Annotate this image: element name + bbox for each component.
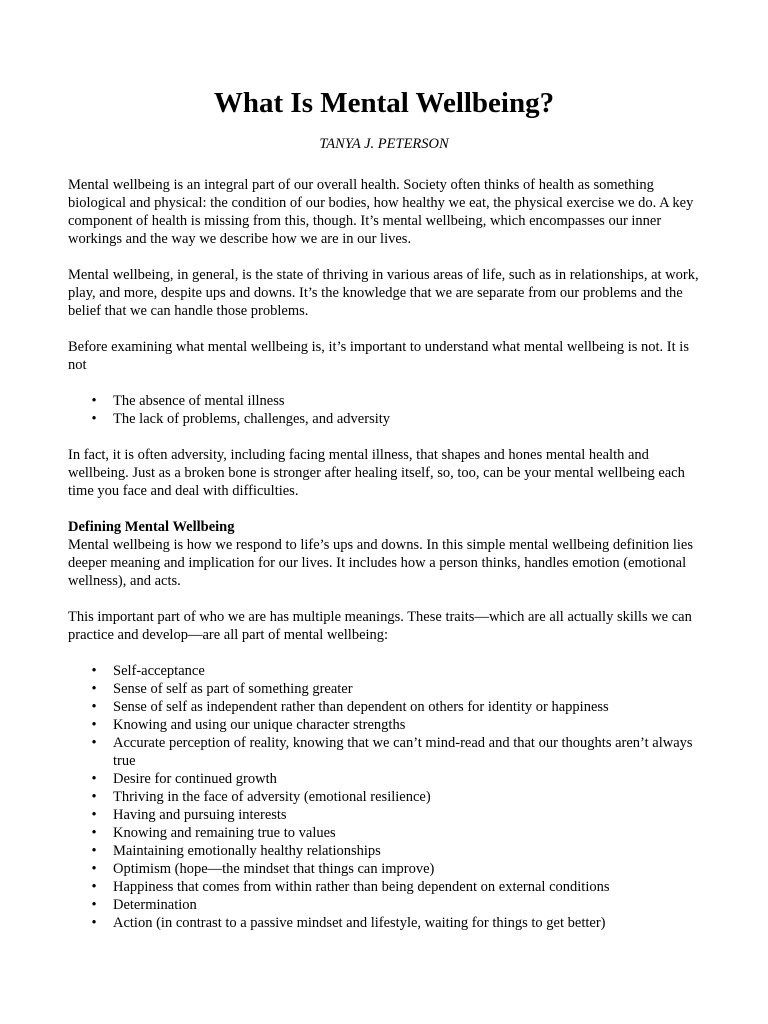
list-item xyxy=(68,392,700,410)
bullet-icon: • xyxy=(91,663,97,679)
bullet-icon: • xyxy=(91,825,97,841)
list-item-text: Accurate perception of reality, knowing that we can’t mind-read and that our thoughts aren’t always true xyxy=(113,735,693,769)
document-author: TANYA J. PETERSON xyxy=(319,136,449,152)
list-item xyxy=(68,896,700,914)
list-item xyxy=(68,824,700,842)
list-item-text: Desire for continued growth xyxy=(113,771,277,787)
list-item xyxy=(68,806,700,824)
bullet-icon: • xyxy=(91,699,97,715)
list-item-text: Knowing and remaining true to values xyxy=(113,825,336,841)
list-item-text: Knowing and using our unique character strengths xyxy=(113,717,406,733)
bullet-icon: • xyxy=(91,717,97,733)
list-item-text: Sense of self as part of something greater xyxy=(113,681,353,697)
paragraph-adversity: In fact, it is often adversity, including facing mental illness, that shapes and hones mental health and wellbeing. Just as a broken bone is stronger after healing itself, so, too, can be your mental wellbeing each time you face and deal with difficulties. xyxy=(68,447,685,499)
list-item-text: Action (in contrast to a passive mindset and lifestyle, waiting for things to get better) xyxy=(113,915,606,931)
list-item xyxy=(68,842,700,860)
list-item xyxy=(68,734,700,770)
paragraph-defining: Mental wellbeing is how we respond to life’s ups and downs. In this simple mental wellbeing definition lies deeper meaning and implication for our lives. It includes how a person thinks, handles emotion (emotional wellness), and acts. xyxy=(68,537,694,589)
bullet-icon: • xyxy=(91,915,97,931)
bullet-icon: • xyxy=(91,393,97,409)
bullet-icon: • xyxy=(91,861,97,877)
list-item xyxy=(68,716,700,734)
not-list xyxy=(68,392,700,428)
list-item xyxy=(68,878,700,896)
list-item xyxy=(68,770,700,788)
bullet-icon: • xyxy=(91,681,97,697)
paragraph-definition-general: Mental wellbeing, in general, is the state of thriving in various areas of life, such as in relationships, at work, play, and more, despite ups and downs. It’s the knowledge that we are separate from our problems and the belief that we can handle those problems. xyxy=(68,267,699,319)
list-item-text: Optimism (hope—the mindset that things can improve) xyxy=(113,861,435,877)
list-item-text: Determination xyxy=(113,897,197,913)
bullet-icon: • xyxy=(91,771,97,787)
list-item xyxy=(68,788,700,806)
list-item-text: Maintaining emotionally healthy relationships xyxy=(113,843,381,859)
list-item-text: Self-acceptance xyxy=(113,663,205,679)
list-item xyxy=(68,662,700,680)
paragraph-what-it-is-not: Before examining what mental wellbeing is, it’s important to understand what mental wellbeing is not. It is not xyxy=(68,339,689,373)
list-item xyxy=(68,860,700,878)
bullet-icon: • xyxy=(91,411,97,427)
list-item-text: Having and pursuing interests xyxy=(113,807,287,823)
bullet-icon: • xyxy=(91,735,97,751)
section-heading: Defining Mental Wellbeing xyxy=(68,519,235,535)
list-item-text: Happiness that comes from within rather than being dependent on external conditions xyxy=(113,879,610,895)
list-item-text: The lack of problems, challenges, and adversity xyxy=(113,411,391,427)
list-item-text: The absence of mental illness xyxy=(113,393,285,409)
bullet-icon: • xyxy=(91,843,97,859)
list-item-text: Sense of self as independent rather than dependent on others for identity or happiness xyxy=(113,699,609,715)
list-item xyxy=(68,680,700,698)
paragraph-intro: Mental wellbeing is an integral part of our overall health. Society often thinks of health as something biological and physical: the condition of our bodies, how healthy we eat, the physical exercise we do. A key component of health is missing from this, though. It’s mental wellbeing, which encompasses our inner workings and the way we describe how we are in our lives. xyxy=(68,177,694,247)
paragraph-traits-intro: This important part of who we are has multiple meanings. These traits—which are all actually skills we can practice and develop—are all part of mental wellbeing: xyxy=(68,609,692,643)
bullet-icon: • xyxy=(91,879,97,895)
list-item xyxy=(68,698,700,716)
bullet-icon: • xyxy=(91,897,97,913)
document-title: What Is Mental Wellbeing? xyxy=(213,87,555,119)
list-item xyxy=(68,914,700,932)
traits-list xyxy=(68,662,700,932)
bullet-icon: • xyxy=(91,789,97,805)
list-item xyxy=(68,410,700,428)
bullet-icon: • xyxy=(91,807,97,823)
list-item-text: Thriving in the face of adversity (emotional resilience) xyxy=(113,789,431,805)
